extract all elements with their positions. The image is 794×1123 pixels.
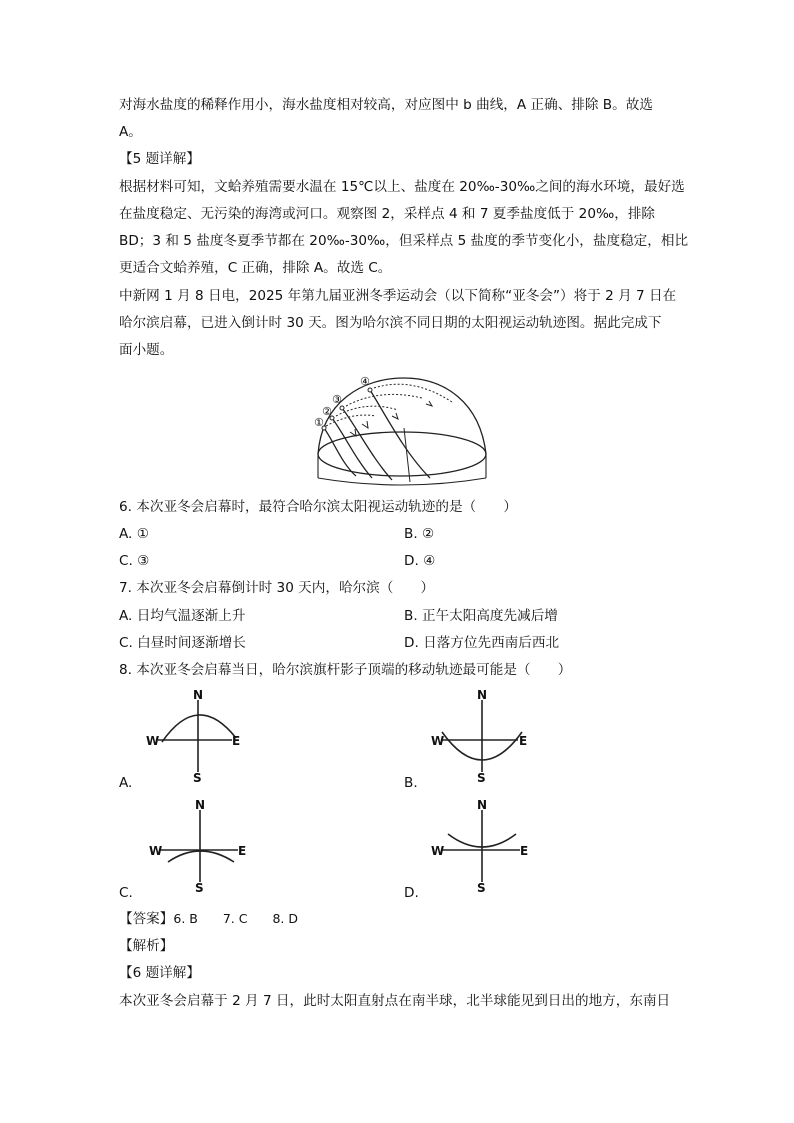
compass-e: E: [519, 734, 528, 748]
marker-label: ④: [360, 375, 370, 388]
compass-s: S: [477, 771, 486, 782]
answer-line: [119, 910, 298, 928]
question-6-option-d[interactable]: D. ④: [404, 553, 436, 569]
marker-label: ②: [322, 405, 332, 418]
question-7-option-c[interactable]: C. 白昼时间逐渐增长: [119, 635, 246, 651]
sun-path-figure: [312, 372, 492, 490]
paragraph-line: 中新网 1 月 8 日电，2025 年第九届亚洲冬季运动会（以下简称“亚冬会”）将于 2 月 7 日在: [119, 288, 677, 304]
answer-label: 【答案】: [119, 911, 174, 927]
question-7-option-b[interactable]: B. 正午太阳高度先减后增: [404, 608, 558, 624]
compass-w: W: [431, 734, 445, 748]
shadow-path-figure-c: [146, 798, 256, 892]
paragraph-line: 哈尔滨启幕，已进入倒计时 30 天。图为哈尔滨不同日期的太阳视运动轨迹图。据此完成下: [119, 315, 662, 331]
paragraph-line: 在盐度稳定、无污染的海湾或河口。观察图 2，采样点 4 和 7 夏季盐度低于 20‰，排除: [119, 206, 656, 222]
question-8-stem: 8. 本次亚冬会启幕当日，哈尔滨旗杆影子顶端的移动轨迹最可能是（ ）: [119, 662, 572, 678]
question-7-option-d[interactable]: D. 日落方位先西南后西北: [404, 635, 560, 651]
analysis-heading: 【解析】: [119, 938, 174, 954]
compass-w: W: [149, 844, 163, 858]
answer-text: 6. B 7. C 8. D: [173, 911, 299, 926]
question-8-option-b[interactable]: B.: [404, 775, 418, 791]
question-8-option-d[interactable]: D.: [404, 885, 419, 901]
q6-detail-heading: 【6 题详解】: [119, 965, 200, 981]
paragraph-line: 本次亚冬会启幕于 2 月 7 日，此时太阳直射点在南半球，北半球能见到日出的地方，东南日: [119, 993, 671, 1009]
marker-label: ③: [332, 393, 342, 406]
question-8-option-a[interactable]: A.: [119, 775, 133, 791]
paragraph-line: BD；3 和 5 盐度冬夏季节都在 20‰-30‰，但采样点 5 盐度的季节变化小，盐度稳定，相比: [119, 233, 689, 249]
compass-e: E: [238, 844, 247, 858]
compass-n: N: [195, 798, 206, 812]
compass-w: W: [431, 844, 445, 858]
paragraph-line: 更适合文蛤养殖，C 正确，排除 A。故选 C。: [119, 260, 392, 276]
compass-n: N: [477, 688, 488, 702]
paragraph-line: 对海水盐度的稀释作用小，海水盐度相对较高，对应图中 b 曲线，A 正确、排除 B。故选: [119, 97, 653, 113]
compass-e: E: [232, 734, 241, 748]
question-6-option-a[interactable]: A. ①: [119, 526, 149, 542]
compass-n: N: [193, 688, 204, 702]
question-6-stem: 6. 本次亚冬会启幕时，最符合哈尔滨太阳视运动轨迹的是（ ）: [119, 499, 517, 515]
compass-e: E: [520, 844, 529, 858]
question-8-option-c[interactable]: C.: [119, 885, 133, 901]
question-6-option-c[interactable]: C. ③: [119, 553, 150, 569]
sun-path-diagram: [312, 372, 492, 490]
question-7-stem: 7. 本次亚冬会启幕倒计时 30 天内，哈尔滨（ ）: [119, 580, 435, 596]
paragraph-line: 根据材料可知，文蛤养殖需要水温在 15℃以上、盐度在 20‰-30‰之间的海水环境，最好选: [119, 179, 685, 195]
compass-n: N: [477, 798, 488, 812]
question-6-option-b[interactable]: B. ②: [404, 526, 435, 542]
compass-s: S: [195, 881, 204, 892]
question-7-option-a[interactable]: A. 日均气温逐渐上升: [119, 608, 246, 624]
compass-s: S: [477, 881, 486, 892]
compass-w: W: [146, 734, 160, 748]
marker-label: ①: [314, 416, 324, 429]
shadow-path-figure-a: [140, 688, 250, 782]
paragraph-line: 面小题。: [119, 342, 174, 358]
shadow-path-figure-b: [428, 688, 538, 782]
compass-s: S: [193, 771, 202, 782]
shadow-path-figure-d: [428, 798, 538, 892]
section-heading: 【5 题详解】: [119, 151, 200, 167]
paragraph-line: A。: [119, 124, 142, 140]
